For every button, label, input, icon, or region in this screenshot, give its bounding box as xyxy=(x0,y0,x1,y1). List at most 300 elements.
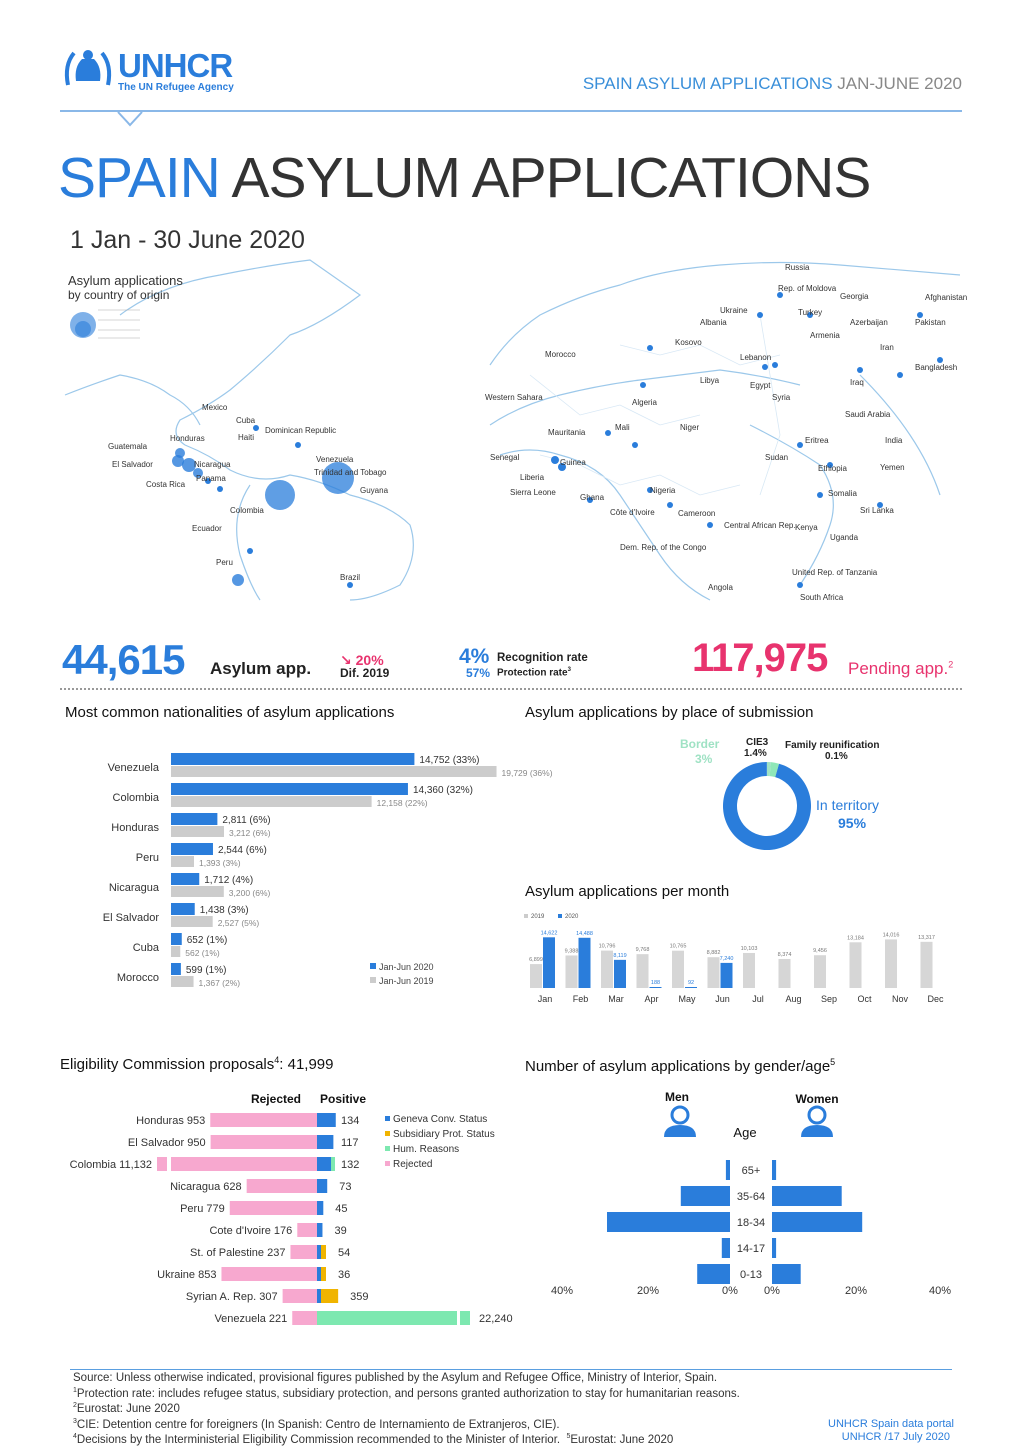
month-bar-2019 xyxy=(921,942,933,988)
map-label-guatemala: Guatemala xyxy=(108,442,148,451)
age-group-label: 14-17 xyxy=(736,1243,766,1255)
map-legend-title-main: Asylum applications xyxy=(68,273,183,288)
map-legend-title xyxy=(68,273,183,303)
footnote-1-text: Protection rate: includes refugee status, subsidiary protection, and persons granted authorization to stay for humanitarian reasons. xyxy=(76,1387,740,1400)
bar-2020-label: 14,360 (32%) xyxy=(412,785,473,796)
month-bar-2019 xyxy=(885,939,897,988)
bar-men xyxy=(726,1160,730,1180)
map-label-cameroon: Cameroon xyxy=(678,509,716,518)
bar-women xyxy=(772,1238,776,1258)
map-label-kosovo: Kosovo xyxy=(675,338,702,347)
legend-2020-swatch xyxy=(558,914,562,918)
bar-2020-label: 2,544 (6%) xyxy=(217,845,267,856)
map-label-kenya: Kenya xyxy=(795,523,818,532)
man-icon-body xyxy=(664,1125,696,1137)
month-bar-2019 xyxy=(743,953,755,988)
month-bar-2019-label: 8,374 xyxy=(777,951,792,958)
month-bar-2019-label: 6,899 xyxy=(529,957,543,964)
map-label-venezuela: Venezuela xyxy=(316,455,354,464)
map-label-honduras: Honduras xyxy=(170,434,205,443)
footnote-3-text: CIE: Detention centre for foreigners (In Spanish: Centro de Internamiento de Extranjeros, CIE). xyxy=(76,1418,560,1431)
bar-rejected xyxy=(290,1245,317,1259)
month-bar-2019-label: 13,184 xyxy=(847,935,864,942)
unhcr-logo xyxy=(60,45,260,100)
nationality-label: Colombia xyxy=(112,792,159,804)
man-icon-head xyxy=(672,1107,688,1123)
row-label: Ukraine 853 xyxy=(157,1269,217,1281)
map-label-car: Central African Rep. xyxy=(724,521,796,530)
bubble-ecuador xyxy=(247,548,253,554)
map-label-senegal: Senegal xyxy=(490,453,520,462)
nationality-label: Morocco xyxy=(116,972,159,984)
map-label-trinidad: Trinidad and Tobago xyxy=(314,468,387,477)
bar-2019 xyxy=(171,976,194,987)
bar-subsidiary xyxy=(321,1289,338,1303)
month-bar-2019 xyxy=(779,959,791,988)
legend-2020-label: 2020 xyxy=(565,914,579,920)
bubble-venezuela xyxy=(322,462,354,494)
bar-2020-label: 652 (1%) xyxy=(186,935,228,946)
bubble-panama xyxy=(217,486,223,492)
map-label-ecuador: Ecuador xyxy=(192,524,222,533)
month-label: Oct xyxy=(857,994,872,1004)
row-positive-value: 45 xyxy=(335,1203,348,1215)
bar-2020-label: 14,752 (33%) xyxy=(419,755,480,766)
legend-label: Subsidiary Prot. Status xyxy=(393,1129,495,1140)
column-header-rejected: Rejected xyxy=(250,1092,301,1106)
month-bar-2020-label: 8,119 xyxy=(613,952,627,959)
men-label: Men xyxy=(665,1090,689,1104)
nationality-label: Nicaragua xyxy=(108,882,159,894)
kpi-pending-sup: 2 xyxy=(948,659,954,670)
bar-2020 xyxy=(171,753,414,765)
column-header-positive: Positive xyxy=(320,1092,367,1106)
gender-chart-title: Number of asylum applications by gender/age xyxy=(525,1058,831,1075)
header-title-dates: JAN-JUNE 2020 xyxy=(837,74,962,93)
bar-2020-label: 1,712 (4%) xyxy=(204,875,254,886)
bar-2019-label: 562 (1%) xyxy=(185,948,220,958)
bar-2020 xyxy=(171,813,217,825)
bar-men xyxy=(681,1186,730,1206)
header-divider xyxy=(60,110,962,112)
month-label: Jul xyxy=(752,994,764,1004)
bubble-brazil xyxy=(347,582,353,588)
month-label: Jun xyxy=(715,994,730,1004)
bubble-morocco xyxy=(647,345,653,351)
kpi-protection-rate: 57% xyxy=(466,666,491,680)
map-label-sri-lanka: Sri Lanka xyxy=(860,506,894,515)
map-label-somalia: Somalia xyxy=(828,489,857,498)
bar-2019-label: 3,212 (6%) xyxy=(228,828,271,838)
bubble-syria xyxy=(772,362,778,368)
map-label-haiti: Haiti xyxy=(238,433,255,442)
gender-chart-sup: 5 xyxy=(830,1057,836,1067)
bar-2019-label: 2,527 (5%) xyxy=(217,918,260,928)
age-group-label: 65+ xyxy=(741,1165,761,1177)
woman-icon-head xyxy=(809,1107,825,1123)
footer-portal-link[interactable]: UNHCR Spain data portal xyxy=(828,1418,954,1430)
nationality-label: Cuba xyxy=(132,942,159,954)
age-group-label: 0-13 xyxy=(739,1269,763,1281)
map-legend-bubbles xyxy=(70,310,140,338)
map-label-morocco: Morocco xyxy=(545,350,576,359)
map-label-ethiopia: Ethiopia xyxy=(818,464,847,473)
bar-geneva xyxy=(317,1223,322,1237)
donut-label-border: Border xyxy=(680,737,720,751)
kpi-recognition-label: Recognition rate xyxy=(497,652,588,664)
unhcr-emblem-icon xyxy=(60,45,116,100)
row-positive-value: 132 xyxy=(341,1159,360,1171)
bubble-cuba xyxy=(253,425,259,431)
submission-chart-title: Asylum applications by place of submission xyxy=(525,704,814,721)
bar-2020 xyxy=(171,873,199,885)
month-bar-2019-label: 13,317 xyxy=(918,934,935,941)
month-bar-2020-label: 14,622 xyxy=(540,930,558,937)
bar-2020 xyxy=(171,843,213,855)
month-bar-2019-label: 9,388 xyxy=(564,948,579,955)
logo-wordmark: UNHCR xyxy=(118,47,233,84)
row-label: Peru 779 xyxy=(180,1203,225,1215)
bubble-senegal xyxy=(551,456,559,464)
month-label: Jan xyxy=(537,994,553,1004)
axis-tick-right: 20% xyxy=(844,1285,868,1297)
row-positive-value: 73 xyxy=(339,1181,352,1193)
footnote-4: $^4$Decisions by the Interministerial Eligibility Commission recommended to the Minister of Interior. $^5$Eurostat: June 2020 xyxy=(73,1433,674,1446)
donut-value-family: 0.1% xyxy=(825,751,848,762)
bubble-mauritania xyxy=(605,430,611,436)
month-bar-2019 xyxy=(530,964,542,988)
row-label: Cote d'Ivoire 176 xyxy=(209,1225,293,1237)
bar-subsidiary xyxy=(321,1267,326,1281)
donut-label-cie: CIE3 xyxy=(746,737,769,748)
map-label-dominican-republic: Dominican Republic xyxy=(265,426,337,435)
map-label-albania: Albania xyxy=(700,318,727,327)
donut-label-family: Family reunification xyxy=(785,740,880,751)
kpi-recognition-rate: 4% xyxy=(459,645,490,668)
logo-subtitle: The UN Refugee Agency xyxy=(118,82,234,93)
month-bar-2019 xyxy=(566,955,578,988)
bar-2019 xyxy=(171,856,194,867)
bar-2019 xyxy=(171,796,372,807)
nationalities-chart-title: Most common nationalities of asylum applications xyxy=(65,704,395,721)
row-positive-value: 54 xyxy=(338,1247,351,1259)
kpi-diff-value: 20% xyxy=(355,652,384,668)
map-label-afghanistan: Afghanistan xyxy=(925,293,968,302)
women-label: Women xyxy=(795,1092,839,1106)
month-label: Feb xyxy=(572,994,589,1004)
gender-age-chart xyxy=(540,1085,960,1305)
axis-tick-right: 40% xyxy=(928,1285,952,1297)
footer-date: UNHCR /17 July 2020 xyxy=(841,1431,950,1443)
month-bar-2019-label: 10,103 xyxy=(740,945,758,952)
map-label-western-sahara: Western Sahara xyxy=(485,393,543,402)
month-bar-2019-label: 9,456 xyxy=(813,948,827,955)
row-label: Honduras 953 xyxy=(136,1115,206,1127)
date-range: 1 Jan - 30 June 2020 xyxy=(70,226,305,254)
donut-value-cie: 1.4% xyxy=(744,748,767,759)
legend-label: Hum. Reasons xyxy=(393,1144,460,1155)
donut-value-border: 3% xyxy=(695,752,713,766)
map-label-moldova: Rep. of Moldova xyxy=(778,284,837,293)
eligibility-chart-title: Eligibility Commission proposals xyxy=(60,1056,275,1073)
bar-geneva xyxy=(317,1289,321,1303)
bar-geneva xyxy=(317,1179,327,1193)
map-label-niger: Niger xyxy=(680,423,700,432)
bar-2019-label: 3,200 (6%) xyxy=(228,888,271,898)
month-label: Apr xyxy=(644,994,659,1004)
legend-swatch xyxy=(385,1161,390,1166)
bar-2019-label: 1,367 (2%) xyxy=(198,978,241,988)
map-label-colombia: Colombia xyxy=(230,506,264,515)
page-title-country: SPAIN xyxy=(58,146,220,210)
map-label-panama: Panama xyxy=(196,474,226,483)
bar-men xyxy=(722,1238,730,1258)
eligibility-chart xyxy=(55,1085,525,1335)
bar-geneva xyxy=(317,1245,321,1259)
row-positive-value: 39 xyxy=(334,1225,347,1237)
month-bar-2019 xyxy=(708,957,720,988)
month-bar-2020 xyxy=(579,938,591,988)
bubble-peru xyxy=(232,574,244,586)
legend-2019-label: 2019 xyxy=(531,914,545,920)
bar-2019-label: 1,393 (3%) xyxy=(198,858,241,868)
map-label-liberia: Liberia xyxy=(520,473,545,482)
bar-rejected xyxy=(297,1223,317,1237)
kpi-protection-label-wrap xyxy=(497,667,571,678)
bar-women xyxy=(772,1160,776,1180)
map-label-peru: Peru xyxy=(216,558,233,567)
page-title xyxy=(58,145,870,211)
legend-2019-swatch xyxy=(370,977,376,983)
map-label-costa-rica: Costa Rica xyxy=(146,480,186,489)
map-label-guinea: Guinea xyxy=(560,458,586,467)
eligibility-chart-total: : 41,999 xyxy=(279,1056,334,1073)
map-legend-subtitle: by country of origin xyxy=(68,288,170,302)
map-label-india: India xyxy=(885,436,903,445)
kpi-pending-label: Pending app. xyxy=(848,659,949,678)
month-bar-2020 xyxy=(721,963,733,988)
map-label-el-salvador: El Salvador xyxy=(112,460,153,469)
map-label-ghana: Ghana xyxy=(580,493,605,502)
map-label-georgia: Georgia xyxy=(840,292,869,301)
bubble-drc xyxy=(707,522,713,528)
header-title-main: SPAIN ASYLUM APPLICATIONS xyxy=(582,74,833,93)
map-label-mauritania: Mauritania xyxy=(548,428,586,437)
map-label-eritrea: Eritrea xyxy=(805,436,829,445)
month-label: May xyxy=(678,994,696,1004)
row-positive-value: 359 xyxy=(350,1291,369,1303)
bar-rejected xyxy=(157,1157,167,1171)
bar-2019 xyxy=(171,946,180,957)
nationality-label: Honduras xyxy=(111,822,159,834)
footnote-4-text: Decisions by the Interministerial Eligibility Commission recommended to the Minister of Interior. xyxy=(76,1433,561,1446)
map-label-drc: Dem. Rep. of the Congo xyxy=(620,543,707,552)
legend-swatch xyxy=(385,1131,390,1136)
row-label: St. of Palestine 237 xyxy=(190,1247,286,1259)
legend-label: Rejected xyxy=(393,1159,433,1170)
bubble-colombia xyxy=(265,480,295,510)
map-labels xyxy=(108,263,967,602)
row-positive-value: 134 xyxy=(341,1115,360,1127)
month-label: Sep xyxy=(820,994,838,1004)
row-positive-value: 22,240 xyxy=(479,1313,513,1325)
map-label-angola: Angola xyxy=(708,583,733,592)
bubble-lebanon xyxy=(762,364,768,370)
map-label-cuba: Cuba xyxy=(236,416,256,425)
bar-rejected xyxy=(230,1201,317,1215)
footer-source: Source: Unless otherwise indicated, provisional figures published by the Asylum and Refugee Office, Ministry of Interior, Spain. xyxy=(73,1372,718,1384)
kpi-divider xyxy=(60,688,962,690)
submission-donut-chart xyxy=(660,730,950,860)
bar-rejected xyxy=(171,1157,317,1171)
bar-geneva xyxy=(317,1113,336,1127)
kpi-diff-label: Dif. 2019 xyxy=(340,666,390,680)
axis-tick-right: 0% xyxy=(764,1285,780,1297)
axis-tick-left: 40% xyxy=(550,1285,574,1297)
bar-2019-label: 19,729 (36%) xyxy=(501,768,553,778)
map-coastlines xyxy=(65,260,960,600)
map-label-nigeria: Nigeria xyxy=(650,486,676,495)
kpi-asylum-apps: 44,615 xyxy=(62,636,185,683)
header-title xyxy=(583,74,962,94)
month-bar-2019-label: 14,016 xyxy=(882,932,900,939)
month-label: Dec xyxy=(927,994,944,1004)
month-bar-2020 xyxy=(543,937,555,988)
nationality-label: Venezuela xyxy=(107,762,159,774)
month-chart-title: Asylum applications per month xyxy=(525,883,730,900)
bar-men xyxy=(607,1212,730,1232)
caret-down-icon xyxy=(118,111,142,127)
map-label-bangladesh: Bangladesh xyxy=(915,363,958,372)
month-bar-2019 xyxy=(850,942,862,988)
age-group-label: 18-34 xyxy=(736,1217,766,1229)
map-label-ukraine: Ukraine xyxy=(720,306,748,315)
month-label: Mar xyxy=(608,994,624,1004)
map-label-sudan: Sudan xyxy=(765,453,789,462)
bubble-algeria xyxy=(640,382,646,388)
world-map xyxy=(60,255,968,605)
bubble-kenya xyxy=(817,492,823,498)
bar-subsidiary xyxy=(321,1245,326,1259)
footnote-1: $^1$Protection rate: includes refugee status, subsidiary protection, and persons granted authorization to stay for humanitarian reasons. xyxy=(73,1387,740,1400)
month-bar-2020-label: 92 xyxy=(687,980,695,986)
bar-2019 xyxy=(171,766,497,777)
bar-geneva xyxy=(317,1201,323,1215)
bar-2020 xyxy=(171,963,181,975)
bar-2019 xyxy=(171,886,224,897)
map-label-azerbaijan: Azerbaijan xyxy=(850,318,888,327)
map-label-libya: Libya xyxy=(700,376,720,385)
age-label: Age xyxy=(733,1125,757,1140)
bubble-mali xyxy=(632,442,638,448)
kpi-pending: 117,975 xyxy=(692,636,828,680)
kpi-protection-label: Protection rate xyxy=(497,667,568,679)
row-label: Syrian A. Rep. 307 xyxy=(185,1291,278,1303)
map-label-algeria: Algeria xyxy=(632,398,657,407)
bar-geneva xyxy=(317,1267,321,1281)
map-label-turkey: Turkey xyxy=(798,308,823,317)
map-label-south-africa: South Africa xyxy=(800,593,844,602)
bubble-pakistan xyxy=(897,372,903,378)
bar-rejected xyxy=(210,1113,317,1127)
map-label-lebanon: Lebanon xyxy=(740,353,772,362)
kpi-asylum-apps-label: Asylum app. xyxy=(210,659,312,678)
bar-2019-label: 12,158 (22%) xyxy=(376,798,428,808)
map-label-russia: Russia xyxy=(785,263,810,272)
month-bar-2020 xyxy=(614,960,626,988)
row-label: Colombia 11,132 xyxy=(69,1159,152,1171)
map-label-uganda: Uganda xyxy=(830,533,859,542)
kpi-protection-sup: 3 xyxy=(567,667,571,673)
map-label-nicaragua: Nicaragua xyxy=(194,460,231,469)
footnote-2: $^2$Eurostat: June 2020 xyxy=(73,1402,180,1415)
map-label-brazil: Brazil xyxy=(340,573,361,582)
bar-2020 xyxy=(171,903,195,915)
month-bar-2019 xyxy=(672,951,684,988)
month-bar-2019-label: 8,882 xyxy=(706,950,721,957)
map-label-tanzania: United Rep. of Tanzania xyxy=(792,568,878,577)
nationality-label: Peru xyxy=(135,852,159,864)
legend-swatch xyxy=(385,1146,390,1151)
kpi-pending-label-wrap xyxy=(848,659,953,679)
map-label-saudi-arabia: Saudi Arabia xyxy=(845,410,891,419)
month-chart xyxy=(520,905,960,1010)
bubble-eritrea xyxy=(797,442,803,448)
month-bar-2020-label: 14,488 xyxy=(576,930,593,937)
legend-2019-label: Jan-Jun 2019 xyxy=(379,976,434,986)
month-bar-2020-label: 188 xyxy=(650,980,661,986)
row-positive-value: 117 xyxy=(341,1137,359,1149)
bar-rejected xyxy=(221,1267,317,1281)
bar-hum xyxy=(460,1311,470,1325)
bar-2020-label: 599 (1%) xyxy=(185,965,227,976)
bar-2020 xyxy=(171,783,408,795)
bar-geneva xyxy=(317,1135,333,1149)
footnote-2-text: Eurostat: June 2020 xyxy=(76,1402,180,1415)
woman-icon-body xyxy=(801,1125,833,1137)
bar-2020 xyxy=(171,933,182,945)
month-label: Nov xyxy=(891,994,909,1004)
month-bar-2020-label: 7,240 xyxy=(719,955,734,962)
bar-women xyxy=(772,1186,842,1206)
footnote-5-text: Eurostat: June 2020 xyxy=(570,1433,674,1446)
month-bar-2019-label: 9,768 xyxy=(635,947,650,954)
bubble-dominican-republic xyxy=(295,442,301,448)
month-bar-2020 xyxy=(650,987,662,988)
map-label-yemen: Yemen xyxy=(880,463,905,472)
legend-label: Geneva Conv. Status xyxy=(393,1114,488,1125)
arrow-down-icon: ↘ xyxy=(340,652,352,668)
axis-tick-left: 0% xyxy=(722,1285,738,1297)
bubble-south-africa xyxy=(797,582,803,588)
map-label-pakistan: Pakistan xyxy=(915,318,946,327)
row-label: Venezuela 221 xyxy=(214,1313,288,1325)
month-bar-2019-label: 10,765 xyxy=(669,943,687,950)
month-bar-2019 xyxy=(601,951,613,988)
row-positive-value: 36 xyxy=(338,1269,351,1281)
bar-2019 xyxy=(171,826,224,837)
map-label-armenia: Armenia xyxy=(810,331,840,340)
bar-men xyxy=(697,1264,730,1284)
bar-2019 xyxy=(171,916,213,927)
eligibility-chart-title-wrap xyxy=(60,1055,333,1073)
bar-women xyxy=(772,1264,801,1284)
bar-rejected xyxy=(211,1135,317,1149)
bar-hum xyxy=(317,1311,457,1325)
bar-hum xyxy=(331,1157,335,1171)
eligibility-chart-sup: 4 xyxy=(274,1055,280,1065)
map-label-cote-divoire: Côte d'Ivoire xyxy=(610,508,655,517)
